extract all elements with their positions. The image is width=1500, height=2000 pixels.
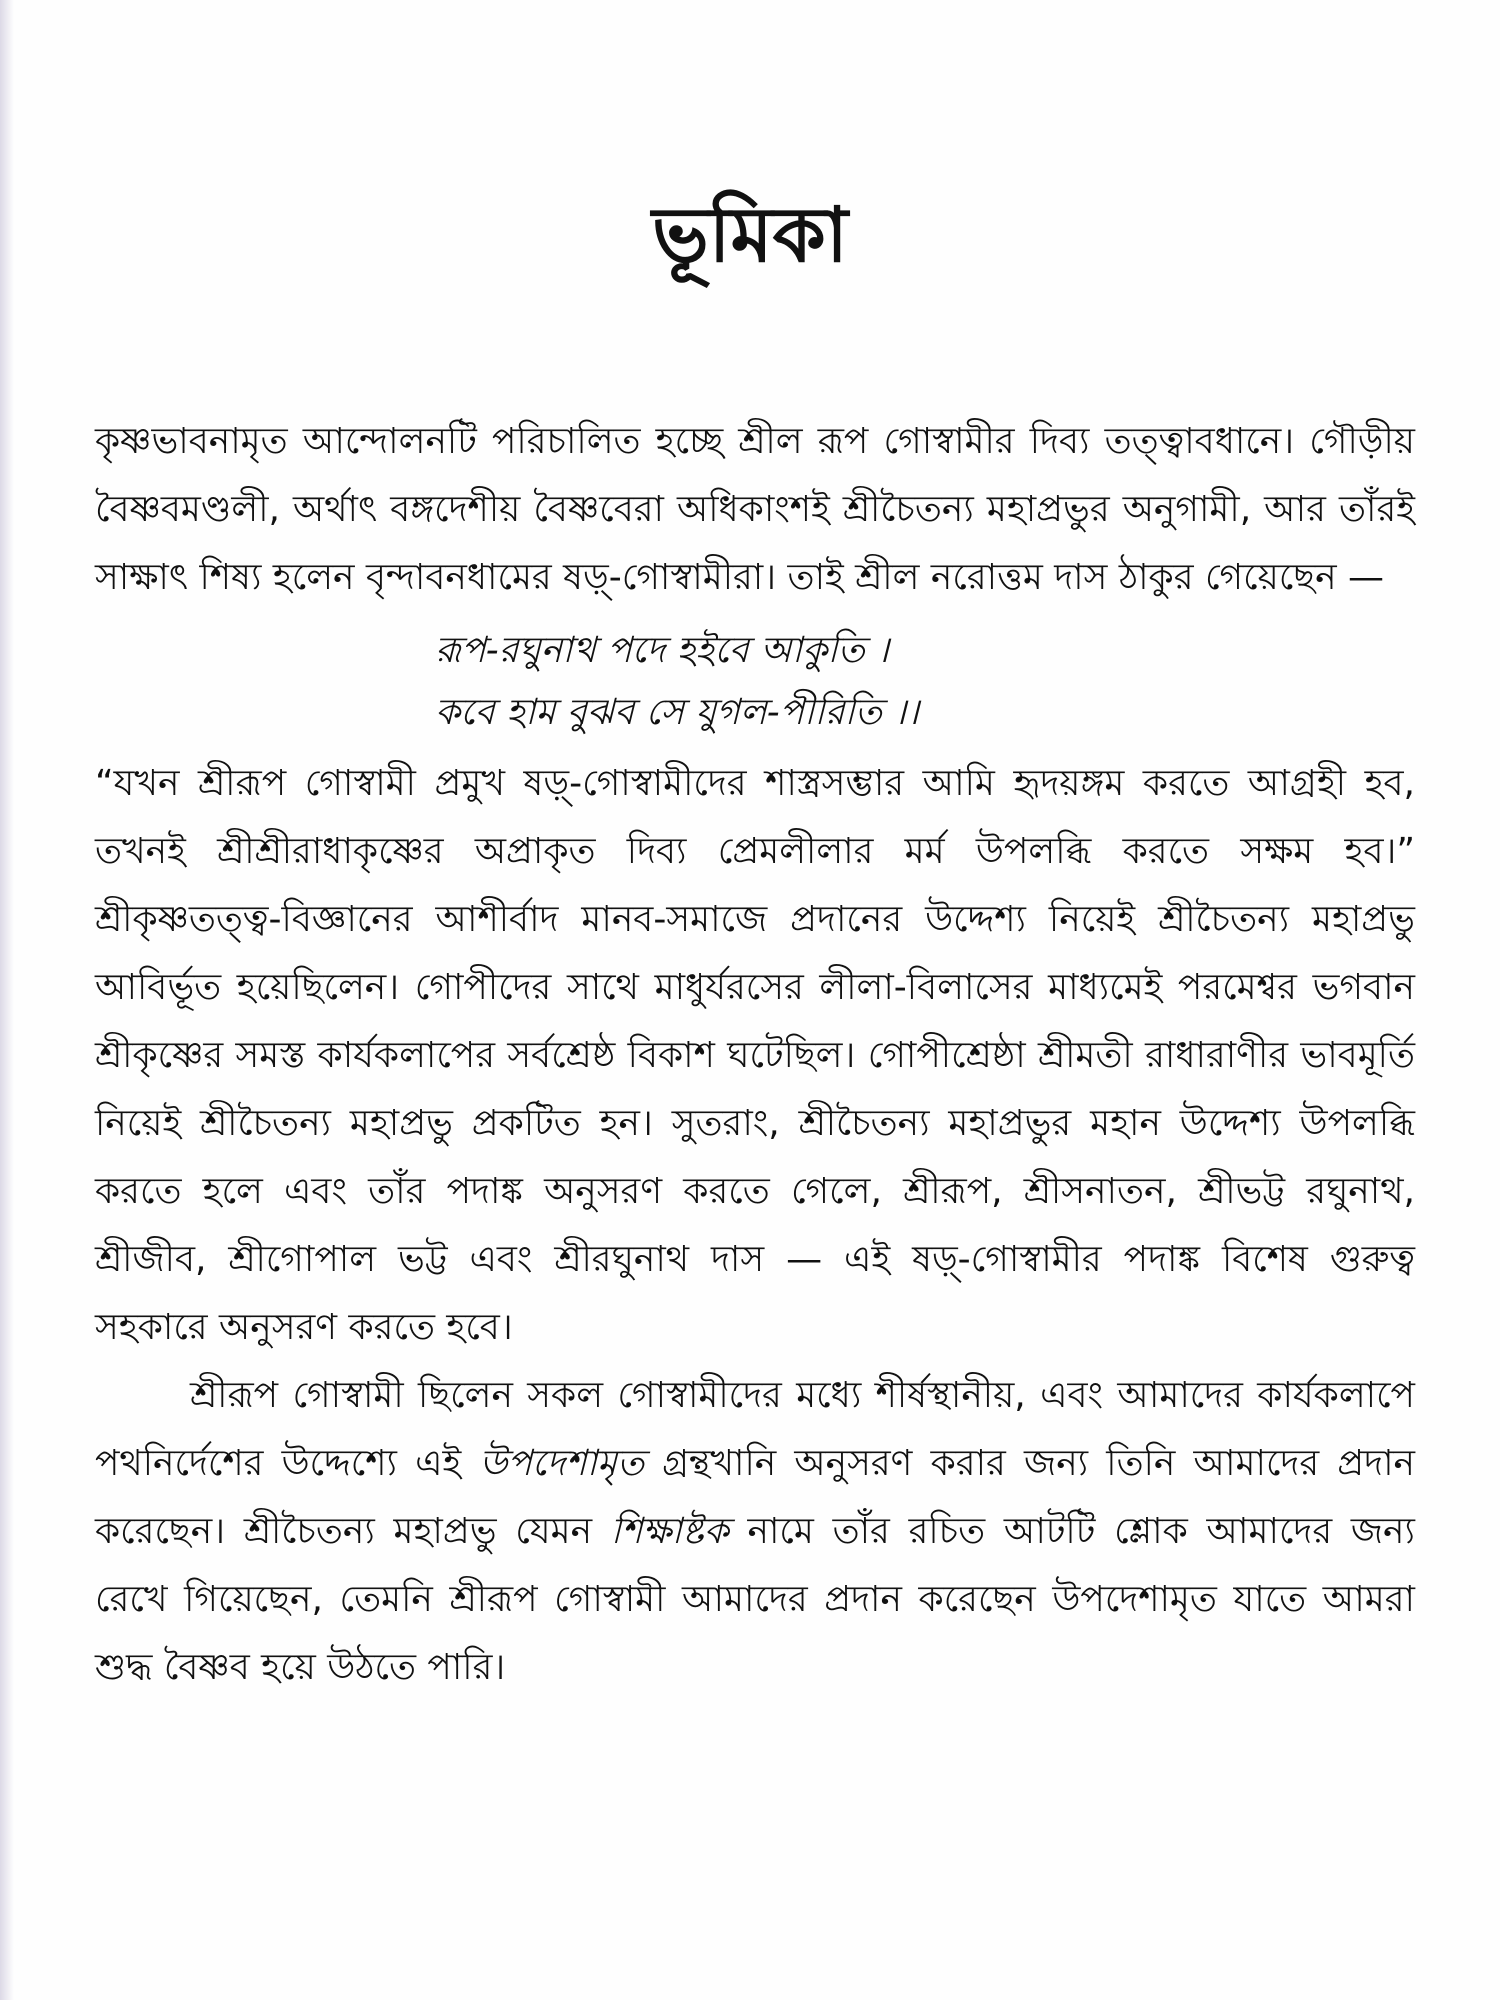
paragraph-3-text-1: শ্রীরূপ গোস্বামী ছিলেন সকল গোস্বামীদের মধ্যে শীর্ষস্থানীয়, এবং আমাদের কার্যকলাপে পথনির্দেশের উদ্দেশ্যে এই — [95, 1375, 1415, 1484]
page-title: ভূমিকা — [652, 190, 848, 279]
book-title-upadeshamrita: উপদেশামৃত — [479, 1443, 645, 1484]
book-title-shikshashtaka: শিক্ষাষ্টক — [610, 1511, 729, 1552]
verse-block — [95, 620, 1415, 744]
paragraph-3-text-3: নামে তাঁর রচিত আটটি শ্লোক আমাদের জন্য রেখে গিয়েছেন, তেমনি শ্রীরূপ গোস্বামী আমাদের প্রদান করেছেন উপদেশামৃত যাতে আমরা শুদ্ধ বৈষ্ণব হয়ে উঠতে পারি। — [95, 1511, 1415, 1688]
paragraph-1: কৃষ্ণভাবনামৃত আন্দোলনটি পরিচালিত হচ্ছে শ্রীল রূপ গোস্বামীর দিব্য তত্ত্বাবধানে। গৌড়ীয় বৈষ্ণবমণ্ডলী, অর্থাৎ বঙ্গদেশীয় বৈষ্ণবেরা অধিকাংশই শ্রীচৈতন্য মহাপ্রভুর অনুগামী, আর তাঁরই সাক্ষাৎ শিষ্য হলেন বৃন্দাবনধামের ষড়্-গোস্বামীরা। তাই শ্রীল নরোত্তম দাস ঠাকুর গেয়েছেন — — [95, 421, 1415, 598]
paragraph-3 — [95, 1362, 1415, 1702]
page-edge-shadow — [0, 0, 14, 2000]
verse-line-2: কবে হাম বুঝব সে যুগল-পীরিতি ।। — [435, 692, 919, 733]
verse-line-1: রূপ-রঘুনাথ পদে হইবে আকুতি । — [435, 630, 890, 671]
paragraph-2: “যখন শ্রীরূপ গোস্বামী প্রমুখ ষড়্-গোস্বামীদের শাস্ত্রসম্ভার আমি হৃদয়ঙ্গম করতে আগ্রহী হব, তখনই শ্রীশ্রীরাধাকৃষ্ণের অপ্রাকৃত দিব্য প্রেমলীলার মর্ম উপলব্ধি করতে সক্ষম হব।” শ্রীকৃষ্ণতত্ত্ব-বিজ্ঞানের আশীর্বাদ মানব-সমাজে প্রদানের উদ্দেশ্য নিয়েই শ্রীচৈতন্য মহাপ্রভু আবির্ভূত হয়েছিলেন। গোপীদের সাথে মাধুর্যরসের লীলা-বিলাসের মাধ্যমেই পরমেশ্বর ভগবান শ্রীকৃষ্ণের সমস্ত কার্যকলাপের সর্বশ্রেষ্ঠ বিকাশ ঘটেছিল। গোপীশ্রেষ্ঠা শ্রীমতী রাধারাণীর ভাবমূর্তি নিয়েই শ্রীচৈতন্য মহাপ্রভু প্রকটিত হন। সুতরাং, শ্রীচৈতন্য মহাপ্রভুর মহান উদ্দেশ্য উপলব্ধি করতে হলে এবং তাঁর পদাঙ্ক অনুসরণ করতে গেলে, শ্রীরূপ, শ্রীসনাতন, শ্রীভট্ট রঘুনাথ, শ্রীজীব, শ্রীগোপাল ভট্ট এবং শ্রীরঘুনাথ দাস — এই ষড়্-গোস্বামীর পদাঙ্ক বিশেষ গুরুত্ব সহকারে অনুসরণ করতে হবে। — [95, 763, 1415, 1348]
paragraph-3-text-2: গ্রন্থখানি অনুসরণ করার জন্য তিনি আমাদের প্রদান করেছেন। শ্রীচৈতন্য মহাপ্রভু যেমন — [95, 1443, 1416, 1552]
body-text — [95, 408, 1415, 1702]
